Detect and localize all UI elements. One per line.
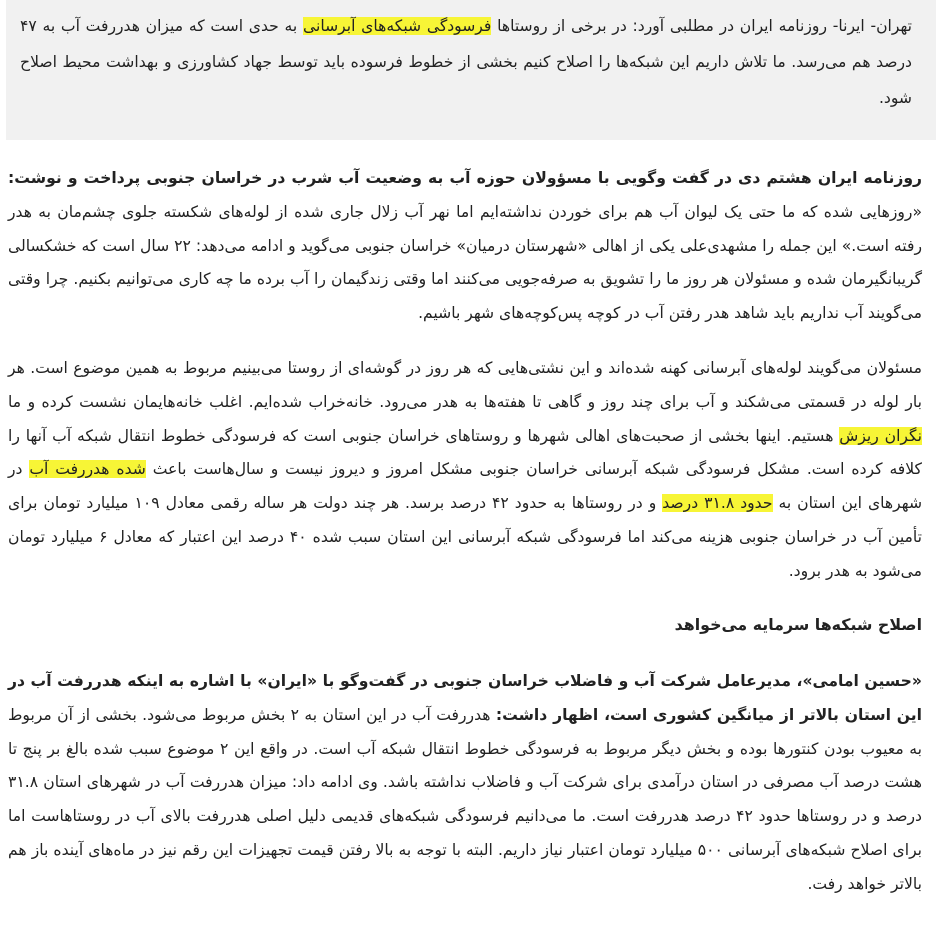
paragraph-3-text: هدررفت آب در این استان به ۲ بخش مربوط می‌شود. بخشی از آن مربوط به معیوب بودن کنتورها بوده و بخش دیگر مربوط به فرسودگی خطوط انتقال شبکه آب است. در واقع این ۲ موضوع سبب شده بالغ بر پنج تا هشت درصد آب مصرفی در استان درآمدی برای شرکت آب و فاضلاب نداشته باشد. وی ادامه داد: میزان هدررفت آب در شهرهای استان ۳۱.۸ درصد و در روستاها حدود ۴۲ درصد هدررفت است. ما می‌دانیم فرسودگی شبکه‌های قدیمی دلیل اصلی هدررفت بالای آب در روستاهاست اما برای اصلاح شبکه‌های آبرسانی ۵۰۰ میلیارد تومان اعتبار نیاز داریم. البته با توجه به بالا رفتن قیمت تجهیزات این رقم نیز در ماه‌های آینده باز هم بالاتر خواهد رفت.: [8, 705, 923, 893]
highlight-water-loss: شده هدررفت آب: [29, 460, 146, 479]
paragraph-1-text: «روزهایی شده که ما حتی یک لیوان آب هم برای خوردن نداشته‌ایم اما نهر آب زلال جاری شده از لوله‌های شکسته جلوی چشم‌مان به هدر رفته است.» این جمله را مشهدی‌علی یکی از اهالی «شهرستان درمیان» خراسان جنوبی می‌گوید و ادامه می‌دهد: ۲۲ سال است که خشکسالی گریبانگیرمان شده و مسئولان هر روز ما را تشویق به صرفه‌جویی می‌کنند اما وقتی زندگیمان را آب برده ما چه کاری می‌توانیم بکنیم. چرا وقتی می‌گویند آب نداریم باید شاهد هدر رفتن آب در کوچه پس‌کوچه‌های شهر باشیم.: [8, 202, 922, 323]
section-heading: اصلاح شبکه‌ها سرمایه می‌خواهد: [674, 615, 922, 634]
summary-text: [20, 8, 912, 116]
paragraph-2-part-d: و در روستاها به حدود ۴۲ درصد برسد. هر چند دولت هر ساله رقمی معادل ۱۰۹ میلیارد تومان برای تأمین آب در خراسان جنوبی هزینه می‌کند اما فرسودگی شبکه آبرسانی این استان سبب شده ۴۰ درصد این اعتبار که معادل ۶ میلیارد تومان می‌شود به هدر برود.: [8, 494, 922, 580]
summary-box: [6, 0, 936, 140]
paragraph-2-part-b: هستیم. اینها بخشی از صحبت‌های اهالی شهرها و روستاهای خراسان جنوبی است که فرسودگی خطوط انتقال شبکه آب آنها را کلافه کرده است. مشکل فرسودگی شبکه آبرسانی خراسان جنوبی مشکل امروز و دیروز نیست و سال‌هاست باعث: [8, 426, 922, 479]
paragraph-2-part-c: در شهرهای این استان به: [8, 460, 923, 513]
paragraph-3-lead: «حسین امامی»، مدیرعامل شرکت آب و فاضلاب خراسان جنوبی در گفت‌وگو با «ایران» با اشاره به اینکه هدررفت آب در این استان بالاتر از میانگین کشوری است، اظهار داشت:: [8, 672, 922, 724]
paragraph-3: [8, 665, 922, 902]
summary-text-end: به حدی است که میزان هدررفت آب به ۴۷ درصد هم می‌رسد. ما تلاش داریم این شبکه‌ها را اصلاح کنیم بخشی از خطوط فرسوده باید توسط جهاد کشاورزی و بهداشت محیط اصلاح شود.: [20, 17, 912, 107]
highlight-concern: نگران ریزش: [839, 426, 922, 445]
paragraph-1: [8, 162, 922, 331]
highlight-percentage: حدود ۳۱.۸ درصد: [662, 494, 773, 513]
summary-text-start: تهران- ایرنا- روزنامه ایران در مطلبی آورد: در برخی از روستاها: [491, 17, 912, 35]
paragraph-2-part-a: مسئولان می‌گویند لوله‌های آبرسانی کهنه شده‌اند و این نشتی‌هایی که هر روز در گوشه‌ای از روستا می‌بینیم مربوط به همین موضوع است. هر بار لوله در قسمتی می‌شکند و آب برای چند روز و گاهی تا هفته‌ها به هدر می‌رود. خانه‌خراب شده‌ایم. اغلب خانه‌هایمان نشست کرده و ما: [8, 359, 922, 411]
paragraph-2: [8, 352, 922, 589]
highlighted-phrase: فرسودگی شبکه‌های آبرسانی: [303, 17, 492, 35]
paragraph-1-lead: روزنامه ایران هشتم دی در گفت وگویی با مسؤولان حوزه آب به وضعیت آب شرب در خراسان جنوبی پرداخت و نوشت:: [8, 169, 922, 187]
